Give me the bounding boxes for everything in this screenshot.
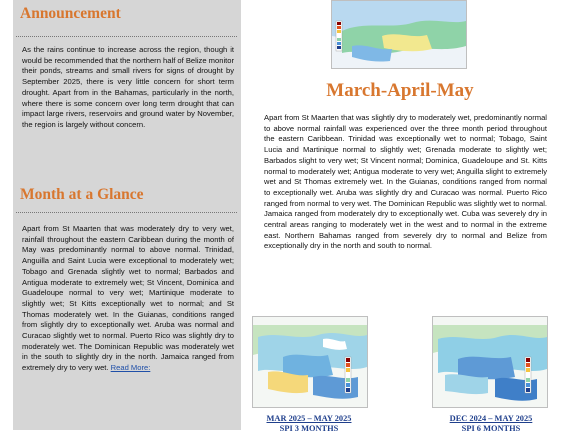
announcement-heading: Announcement	[20, 5, 121, 22]
mam-body: Apart from St Maarten that was slightly dry to moderately wet, predominantly normal to above normal rainfall was experienced over the three month period throughout the eastern Caribbean. Trinidad was exceptionally wet to normal; Tobago, Saint Lucia and Martinique normal to slightly wet; Grenada moderate to slightly wet; Barbados slight to very wet; St Vincent normal; Dominica, Guadeloupe and St. Kitts normal to moderately wet; Antigua moderate to very wet; Anguilla slight to extremely wet and St Thomas extremely wet. In the Guianas, conditions ranged from normal to exceptionally wet. Aruba was slightly dry and Curacao was normal. Puerto Rico ranged from normal to very wet. The Dominican Republic was slightly wet to normal. Jamaica ranged from moderately dry to exceptionally wet. Cuba was severely dry in central areas ranging to moderately wet in the west and to normal in the extreme east. Northern Bahamas ranged from severely dry to normal and Belize from exceptionally dry in the north and south to normal.	[264, 113, 547, 251]
announcement-body: As the rains continue to increase across the region, though it would be recommended that the northern half of Belize monitor their ponds, streams and small rivers for signs of drought by September 2025, there is very little concern for short term drought. Apart from in the Bahamas, particularly in the north, where there is some concern over long term drought that can impact large rivers, reservoirs and ground water by November, the region is largely without concern.	[22, 45, 234, 129]
divider	[16, 212, 237, 213]
month-at-a-glance-body	[22, 224, 234, 374]
spi-map-top	[331, 0, 467, 69]
spi-3-caption-label: SPI 3 MONTHS	[279, 424, 339, 433]
spi-6-caption-date: DEC 2024 – MAY 2025	[449, 414, 533, 423]
spi-6-caption	[428, 414, 554, 434]
divider	[16, 36, 237, 37]
spi-3-caption	[246, 414, 372, 434]
month-at-a-glance-text: Apart from St Maarten that was moderately dry to very wet, rainfall throughout the eastern Caribbean during the month of May was predominantly normal to above normal. Trinidad, Anguilla and Saint Lucia were exceptional to moderately wet; Tobago and Grenada slightly wet to normal; Barbados and Antigua moderate to extremely wet; St Vincent, Dominica and Guadeloupe normal to very wet; Martinique moderate to slightly wet; St Kitts exceptionally wet to normal; and St Thomas moderately wet. In the Guianas, conditions ranged from slightly dry to exceptionally wet. Aruba was normal and Curacao slightly wet to normal. Puerto Rico was slightly dry to moderately wet. The Dominican Republic was moderately wet in the south to slightly dry in the north. Jamaica ranged from extremely dry to very wet.	[22, 224, 234, 373]
spi-6-caption-label: SPI 6 MONTHS	[461, 424, 521, 433]
sidebar	[13, 0, 241, 430]
spi-map-3-month	[252, 316, 368, 408]
mam-heading: March-April-May	[326, 80, 474, 101]
read-more-link[interactable]: Read More:	[110, 363, 151, 373]
spi-map-6-month	[432, 316, 548, 408]
spi-3-caption-date: MAR 2025 – MAY 2025	[266, 414, 352, 423]
month-at-a-glance-heading: Month at a Glance	[20, 186, 144, 203]
